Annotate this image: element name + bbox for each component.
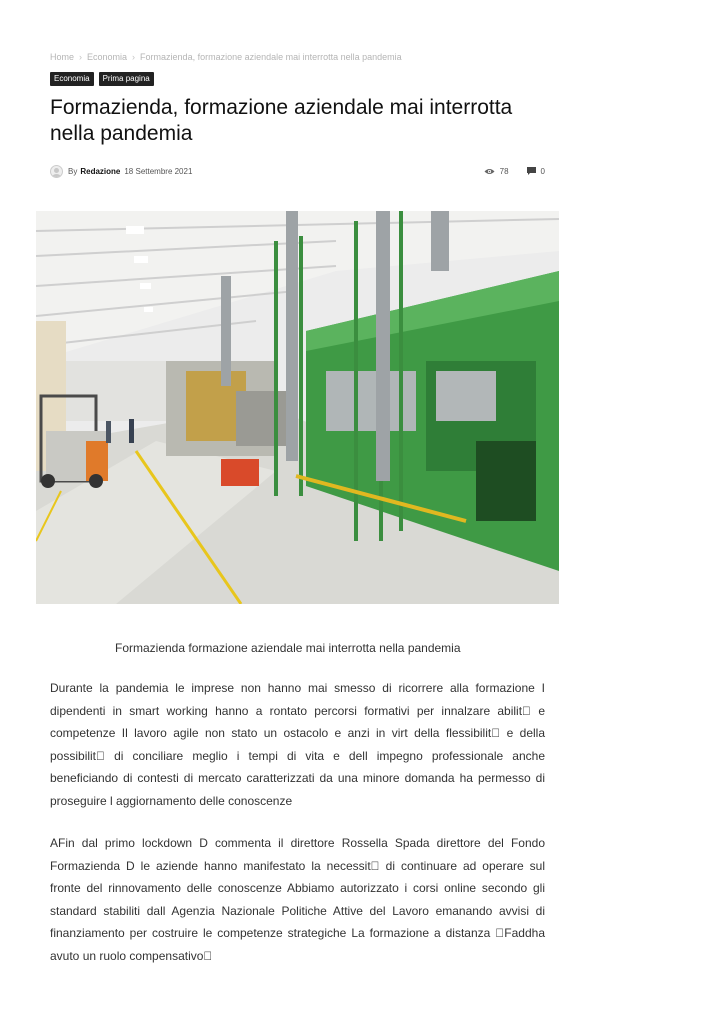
body-paragraph-2: AFin dal primo lockdown D commenta il direttore Rossella Spada direttore del Fondo Formazienda D le aziende hanno manifestato la necessit  di continuare ad operare sul fronte del rinnovamento delle conoscenze Abbiamo autorizzato i corsi online secondo gli standard stabiliti dall Agenzia Nazionale Politiche Attive del Lavoro emanando avvisi di finanziamento per costruire le competenze strategiche La formazione a distanza  Faddha avuto un ruolo compensativo  bbox=[50, 836, 545, 963]
breadcrumb-separator: › bbox=[132, 52, 136, 62]
breadcrumb bbox=[50, 52, 402, 62]
comments-count: 0 bbox=[540, 166, 545, 176]
breadcrumb-separator: › bbox=[79, 52, 83, 62]
eye-icon bbox=[484, 168, 495, 175]
comments-counter[interactable] bbox=[527, 167, 545, 176]
views-count: 78 bbox=[499, 166, 509, 176]
category-tags bbox=[50, 72, 154, 86]
image-caption: Formazienda formazione aziendale mai interrotta nella pandemia bbox=[115, 641, 461, 655]
views-counter bbox=[484, 167, 509, 176]
author-name-link[interactable]: Redazione bbox=[80, 166, 121, 176]
by-label: By bbox=[68, 166, 78, 176]
article-meta bbox=[50, 163, 545, 179]
breadcrumb-category-link[interactable]: Economia bbox=[87, 52, 128, 62]
breadcrumb-current: Formazienda, formazione aziendale mai interrotta nella pandemia bbox=[140, 52, 402, 62]
category-tag-prima-pagina[interactable]: Prima pagina bbox=[99, 72, 154, 86]
article-title: Formazienda, formazione aziendale mai interrotta nella pandemia bbox=[50, 96, 513, 145]
category-tag-economia[interactable]: Economia bbox=[50, 72, 94, 86]
comment-icon bbox=[527, 167, 536, 175]
breadcrumb-home-link[interactable]: Home bbox=[50, 52, 75, 62]
author-avatar[interactable] bbox=[50, 165, 63, 178]
publish-date: 18 Settembre 2021 bbox=[124, 166, 193, 176]
factory-hero-image bbox=[36, 211, 559, 604]
body-paragraph-1: Durante la pandemia le imprese non hanno mai smesso di ricorrere alla formazione I dipendenti in smart working hanno a rontato percorsi formativi per innalzare abilit  e competenze Il lavoro agile non stato un ostacolo e anzi in virt della flessibilit  e della possibilit  di conciliare meglio i tempi di vita e dell impegno professionale anche beneficiando di contesti di mercato caratterizzati da una minore domanda ha permesso di proseguire l aggiornamento delle conoscenze bbox=[50, 681, 545, 808]
